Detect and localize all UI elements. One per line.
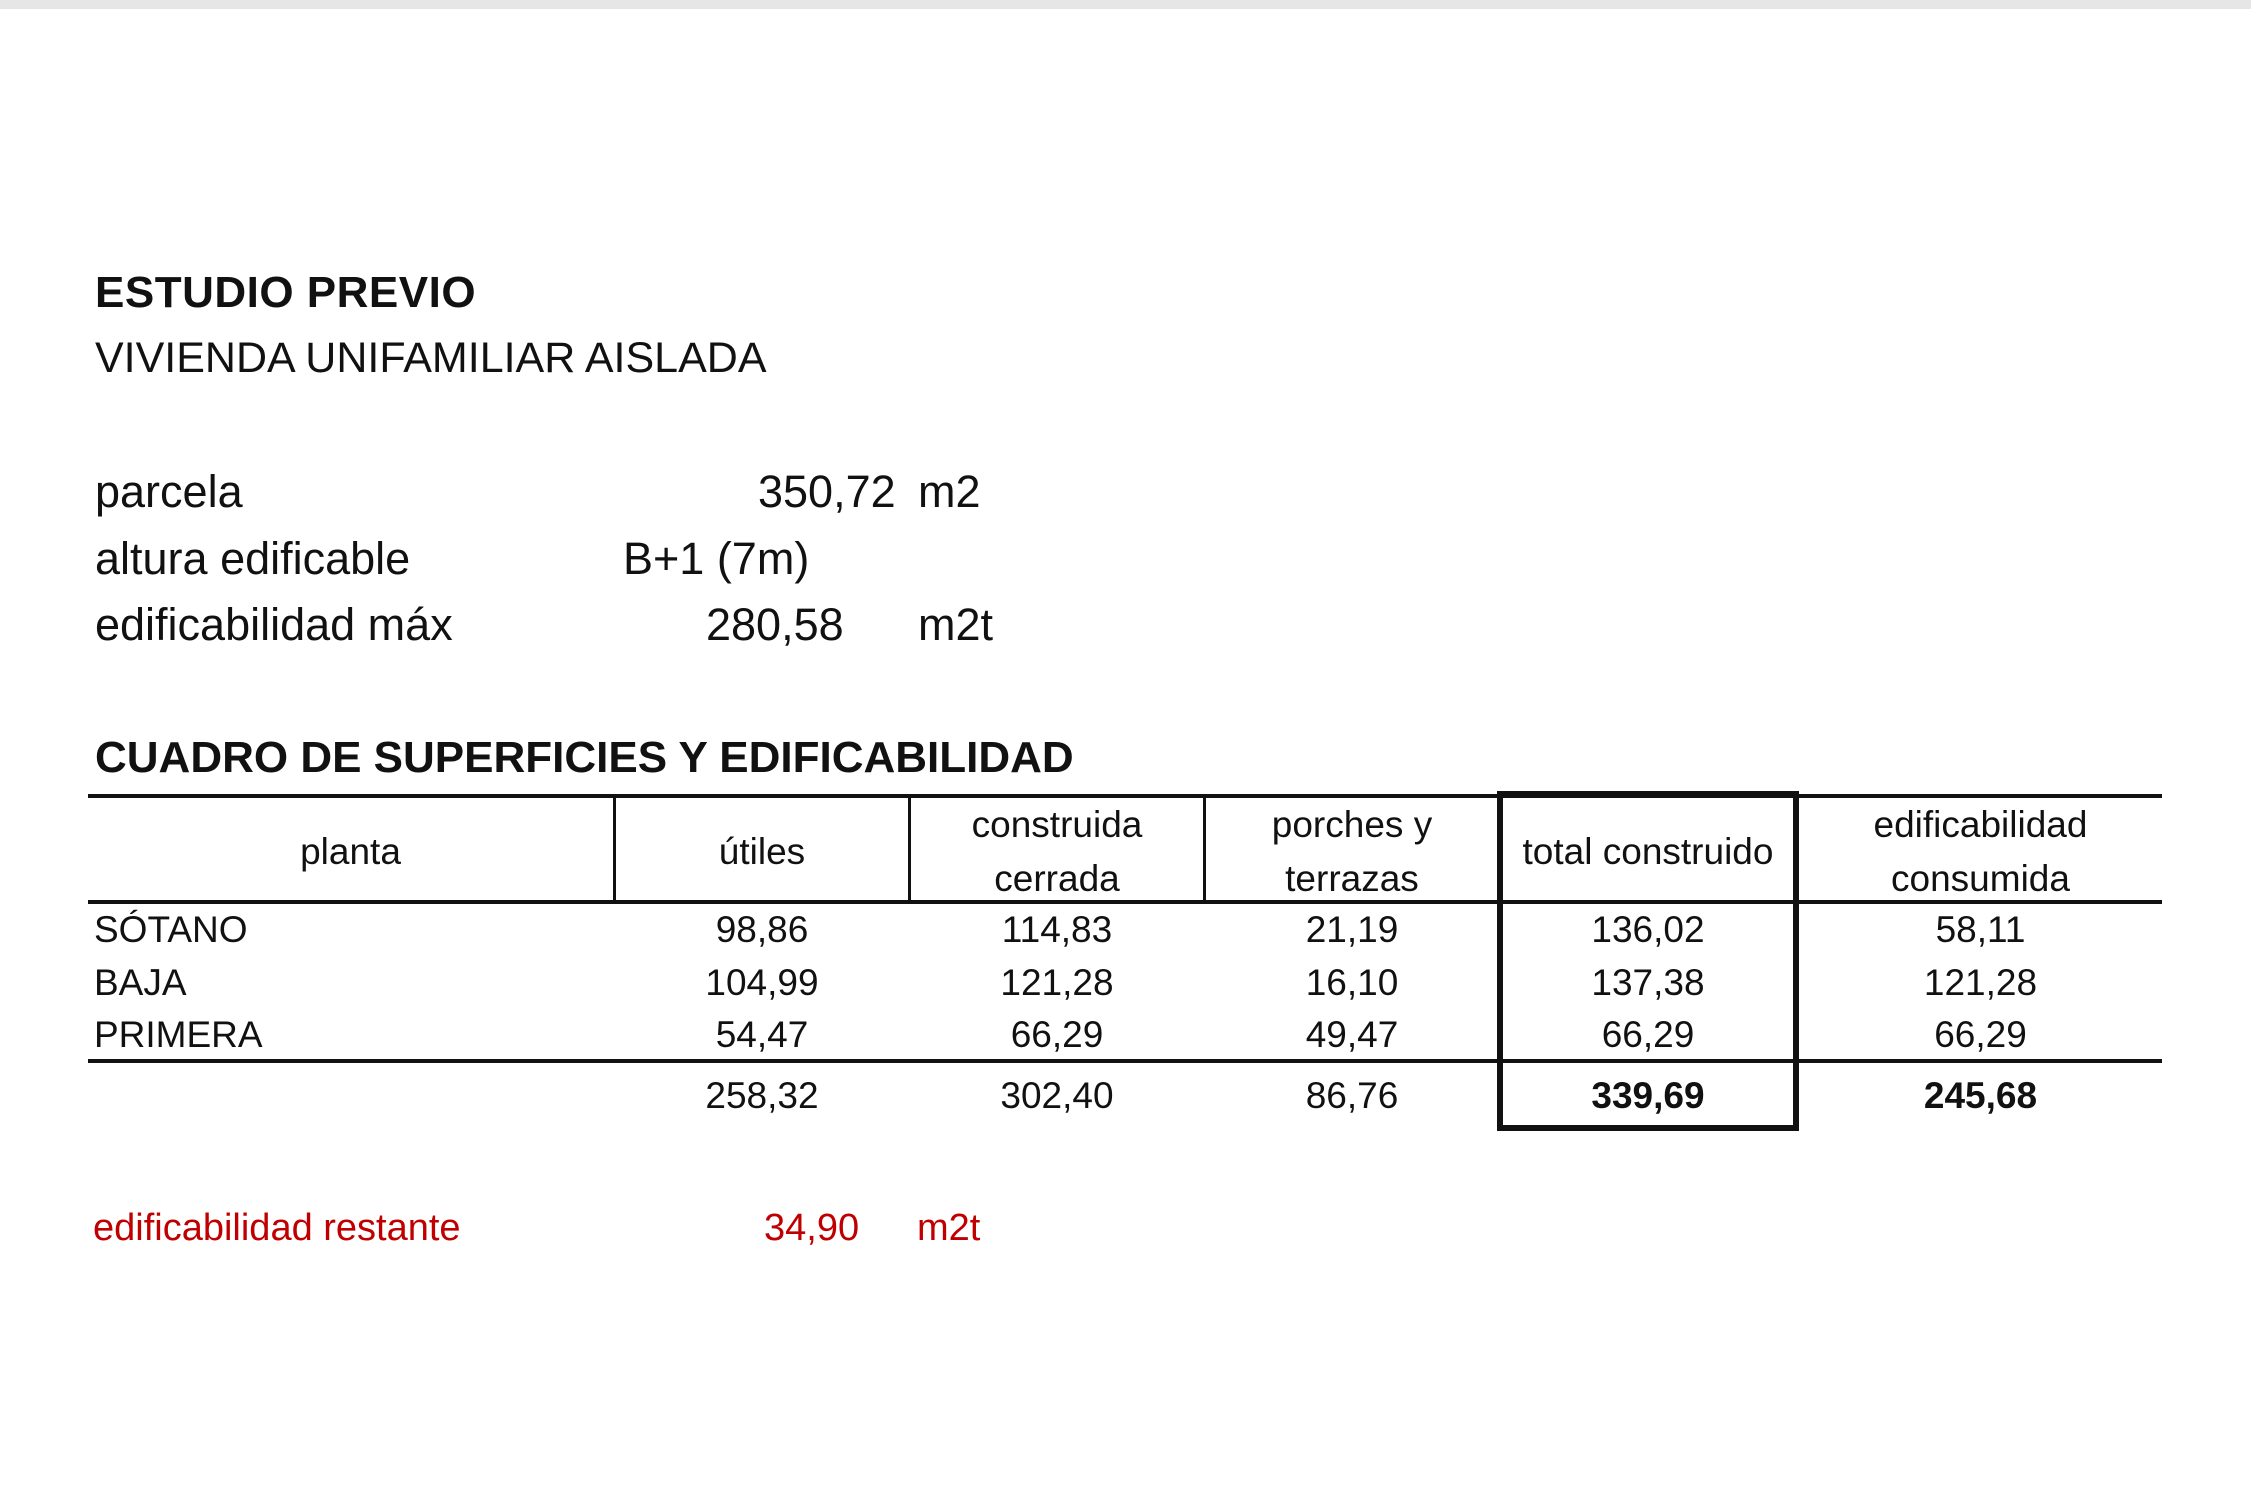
param-unit: m2t	[918, 599, 994, 650]
column-header-utiles	[616, 798, 908, 906]
cell-porches: 16,10	[1305, 962, 1399, 1003]
cell-utiles: 104,99	[705, 962, 819, 1003]
cell-total: 66,29	[1601, 1014, 1695, 1055]
header-text: edificabilidad	[1873, 804, 2088, 845]
column-header-planta	[88, 798, 613, 906]
param-row-altura	[95, 533, 1195, 589]
total-cerrada: 302,40	[1000, 1075, 1114, 1116]
cell-total: 136,02	[1591, 909, 1705, 950]
remaining-value: 34,90	[764, 1207, 860, 1249]
header-text: consumida	[1891, 858, 2070, 899]
column-header-porches-terrazas	[1206, 798, 1498, 906]
param-row-parcela	[95, 466, 1195, 522]
param-label: edificabilidad máx	[95, 599, 453, 650]
column-header-total-construido	[1503, 798, 1793, 906]
header-text: terrazas	[1285, 858, 1419, 899]
header-text: construida	[971, 804, 1143, 845]
document-subtitle: VIVIENDA UNIFAMILIAR AISLADA	[95, 334, 767, 382]
param-label: parcela	[95, 466, 243, 517]
cell-cerrada: 114,83	[1001, 909, 1113, 950]
cell-cerrada: 121,28	[1000, 962, 1114, 1003]
cell-planta: SÓTANO	[94, 909, 248, 950]
total-consumida: 245,68	[1923, 1075, 2038, 1116]
header-text: cerrada	[994, 858, 1120, 899]
cell-porches: 49,47	[1305, 1014, 1399, 1055]
column-header-construida-cerrada	[911, 798, 1203, 906]
param-value: 280,58	[706, 599, 844, 650]
cell-utiles: 98,86	[715, 909, 809, 950]
param-value: 350,72	[758, 466, 896, 517]
param-unit: m2	[918, 466, 981, 517]
remaining-label: edificabilidad restante	[93, 1207, 461, 1249]
remaining-buildability-row	[93, 1207, 1193, 1263]
total-porches: 86,76	[1305, 1075, 1399, 1116]
cell-utiles: 54,47	[715, 1014, 809, 1055]
param-label: altura edificable	[95, 533, 411, 584]
param-value: B+1 (7m)	[623, 533, 810, 584]
header-text: porches y	[1271, 804, 1433, 845]
table-title: CUADRO DE SUPERFICIES Y EDIFICABILIDAD	[95, 733, 1074, 782]
cell-consumida: 58,11	[1935, 909, 2026, 950]
header-text: planta	[300, 831, 401, 872]
param-row-edificabilidad	[95, 599, 1195, 655]
header-text: útiles	[718, 831, 806, 872]
cell-consumida: 121,28	[1923, 962, 2038, 1003]
cell-planta: BAJA	[94, 962, 187, 1003]
cell-total: 137,38	[1591, 962, 1705, 1003]
remaining-unit: m2t	[917, 1207, 981, 1249]
total-utiles: 258,32	[705, 1075, 819, 1116]
surface-table	[88, 794, 2162, 1134]
total-construido: 339,69	[1591, 1075, 1705, 1116]
header-text: total construido	[1522, 831, 1774, 872]
cell-porches: 21,19	[1305, 909, 1399, 950]
document-title: ESTUDIO PREVIO	[95, 268, 477, 317]
cell-consumida: 66,29	[1934, 1014, 2027, 1055]
column-header-edificabilidad-consumida	[1799, 798, 2162, 906]
cell-planta: PRIMERA	[94, 1014, 263, 1055]
top-edge-bar	[0, 0, 2251, 9]
cell-cerrada: 66,29	[1010, 1014, 1104, 1055]
